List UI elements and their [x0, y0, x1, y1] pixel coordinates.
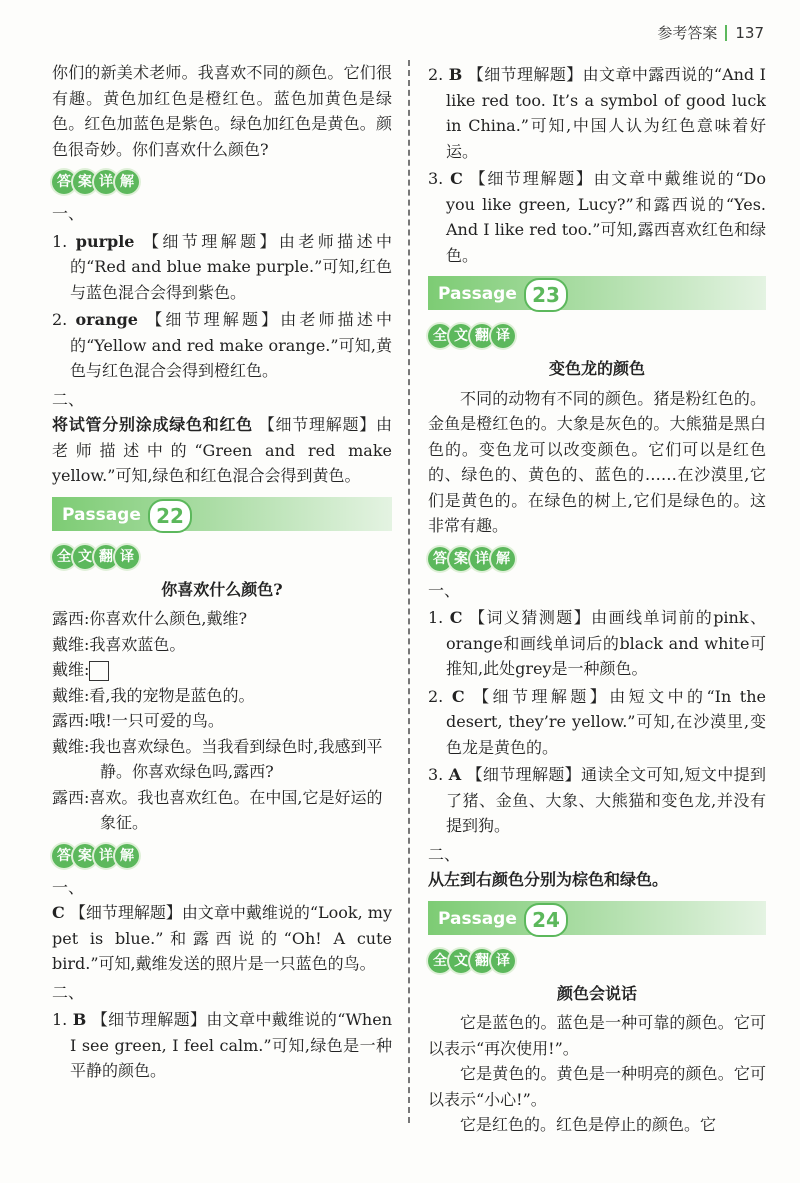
passage-translation: 不同的动物有不同的颜色。猪是粉红色的。金鱼是橙红色的。大象是灰色的。大熊猫是黑白色的。变色龙可以改变颜色。它们可以是红色的、绿色的、黄色的、蓝色的……在沙漠里,它们是黄色的。在绿色的树上,它们是绿色的。这非常有趣。 [428, 388, 766, 535]
passage-banner-23: Passage 23 [428, 276, 766, 310]
answer-item: 将试管分别涂成绿色和红色 【细节理解题】由老师描述中的“Green and red make yellow.”可知,绿色和红色混合会得到黄色。 [52, 415, 392, 485]
passage-translation: 它是黄色的。黄色是一种明亮的颜色。它可以表示“小心!”。 [428, 1064, 766, 1109]
dialogue-line: 戴维:我也喜欢绿色。当我看到绿色时,我感到平静。你喜欢绿色吗,露西? [52, 736, 383, 781]
column-divider [408, 60, 410, 1123]
right-column [428, 60, 766, 1138]
passage-translation: 它是红色的。红色是停止的颜色。它 [460, 1115, 717, 1134]
answer-item: 1. B 【细节理解题】由文章中戴维说的“When I see green, I feel calm.”可知,绿色是一种平静的颜色。 [52, 1010, 392, 1080]
full-translation-tag: 全 文 翻 译 [428, 947, 512, 973]
page-number: 137 [735, 23, 764, 42]
passage-translation: 它是蓝色的。蓝色是一种可靠的颜色。它可以表示“再次使用!”。 [428, 1013, 766, 1058]
answer-explanation-tag: 答 案 详 解 [428, 545, 512, 571]
section-heading: 一、 [52, 877, 85, 897]
section-heading: 二、 [52, 389, 85, 409]
passage-title: 颜色会说话 [556, 983, 637, 1003]
answer-explanation-tag: 答 案 详 解 [52, 168, 136, 194]
answer-item: 1. C 【词义猜测题】由画线单词前的pink、orange和画线单词后的black and white可推知,此处grey是一种颜色。 [428, 608, 766, 678]
dialogue-line: 露西:你喜欢什么颜色,戴维? [52, 609, 248, 628]
answer-blank-box [89, 661, 109, 681]
passage-title: 变色龙的颜色 [548, 359, 645, 378]
section-heading: 一、 [428, 580, 461, 600]
full-translation-tag: 全 文 翻 译 [52, 543, 136, 569]
passage21-translation-tail: 你们的新美术老师。我喜欢不同的颜色。它们很有趣。黄色加红色是橙红色。蓝色加黄色是绿色。红色加蓝色是紫色。绿色加红色是黄色。颜色很奇妙。你们喜欢什么颜色? [52, 63, 392, 159]
answer-item: 3. A 【细节理解题】通读全文可知,短文中提到了猪、金鱼、大象、大熊猫和变色龙,并没有提到狗。 [428, 765, 766, 835]
passage-banner-24: Passage 24 [428, 901, 766, 935]
passage-banner-22: Passage 22 [52, 497, 392, 531]
header-separator [725, 25, 727, 41]
dialogue-line: 露西:喜欢。我也喜欢红色。在中国,它是好运的象征。 [52, 787, 383, 832]
left-column [52, 60, 392, 1086]
dialogue-line: 露西:哦!一只可爱的鸟。 [52, 711, 224, 730]
section-heading: 二、 [52, 982, 85, 1002]
dialogue-line: 戴维:我喜欢蓝色。 [52, 634, 186, 654]
page-header [657, 22, 764, 43]
answer-item: 2. C 【细节理解题】由短文中的“In the desert, they’re yellow.”可知,在沙漠里,变色龙是黄色的。 [428, 686, 766, 757]
answer-item: 2. orange 【细节理解题】由老师描述中的“Yellow and red make orange.”可知,黄色与红色混合会得到橙红色。 [52, 310, 392, 380]
dialogue-line: 戴维: [52, 657, 392, 683]
answer-item: C 【细节理解题】由文章中戴维说的“Look, my pet is blue.”和露西说的“Oh! A cute bird.”可知,戴维发送的照片是一只蓝色的鸟。 [52, 903, 392, 973]
section-heading: 一、 [52, 204, 85, 223]
answer-explanation-tag: 答 案 详 解 [52, 842, 136, 868]
answer-item: 从左到右颜色分别为棕色和绿色。 [428, 870, 669, 889]
answer-item: 3. C 【细节理解题】由文章中戴维说的“Do you like green, Lucy?”和露西说的“Yes. And I like red too.”可知,露西喜欢红色和绿色。 [428, 169, 766, 265]
header-label: 参考答案 [657, 24, 718, 42]
dialogue-line: 戴维:看,我的宠物是蓝色的。 [52, 685, 255, 705]
answer-item: 2. B 【细节理解题】由文章中露西说的“And I like red too. It’s a symbol of good luck in China.”可知,中国人认为红色意味着好运。 [428, 65, 766, 161]
answer-item: 1. purple 【细节理解题】由老师描述中的“Red and blue make purple.”可知,红色与蓝色混合会得到紫色。 [52, 231, 392, 302]
passage-title: 你喜欢什么颜色? [161, 579, 283, 599]
section-heading: 二、 [428, 844, 461, 864]
full-translation-tag: 全 文 翻 译 [428, 322, 512, 348]
